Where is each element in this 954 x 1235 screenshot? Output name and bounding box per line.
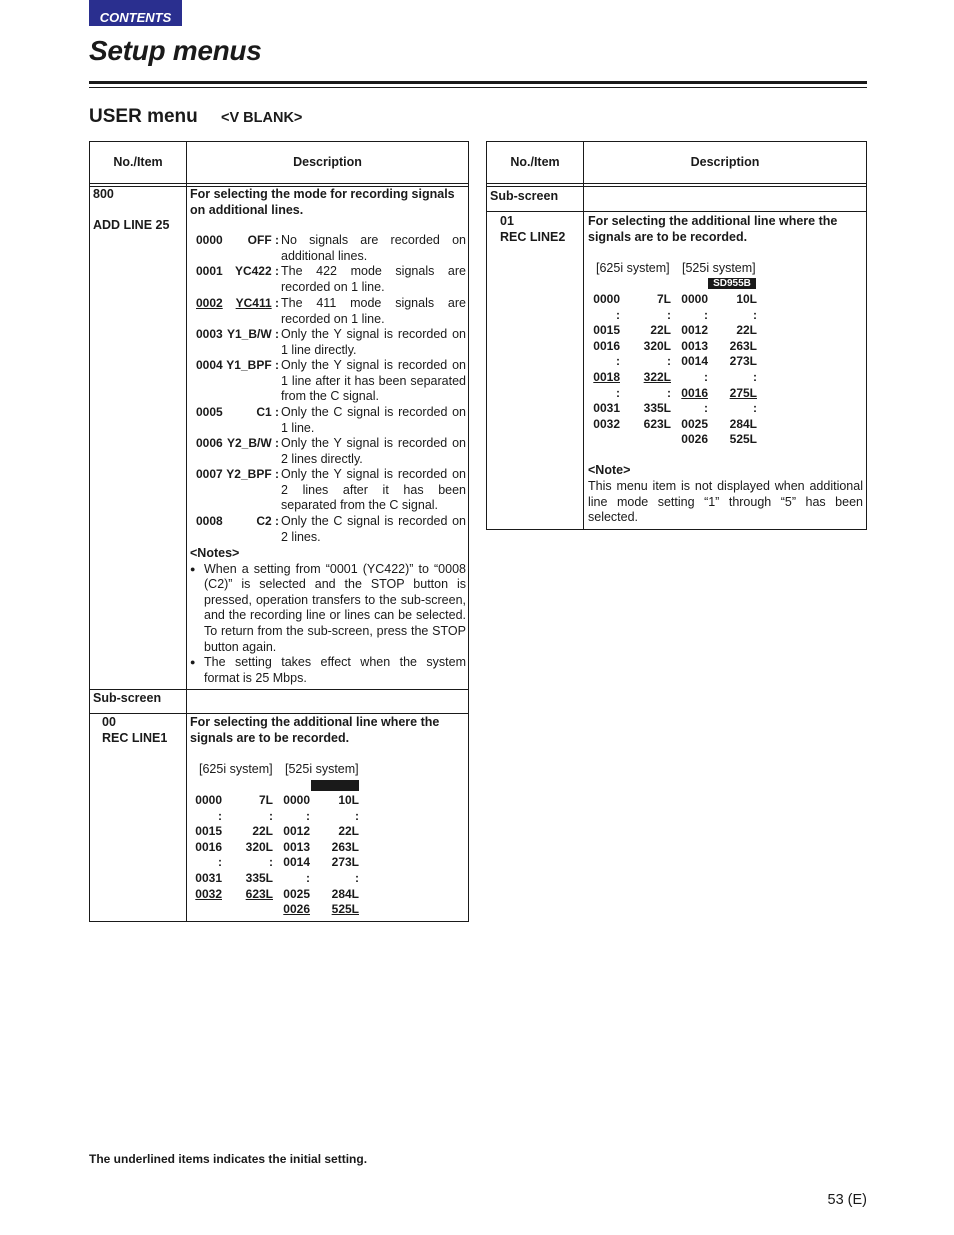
line-code-c625: : (616, 354, 620, 369)
line-code-c625: 0015 (195, 824, 222, 839)
line-number-c625: 335L (643, 401, 671, 416)
notes-label: <Notes> (190, 546, 240, 560)
line-code-c625: : (616, 307, 620, 322)
line-number-c525: 22L (338, 824, 359, 839)
option-name: C2 : (256, 514, 279, 528)
sub-item-name: REC LINE2 (500, 230, 566, 244)
option-code: 0006 (196, 436, 223, 450)
line-code-c525: : (306, 871, 310, 885)
line-code-c625: 0016 (593, 338, 620, 353)
item-name: ADD LINE 25 (93, 218, 170, 232)
option-description: No signals are recorded on additional lines. (281, 233, 466, 263)
contents-link-label: CONTENTS (99, 10, 172, 25)
subscreen-label: Sub-screen (490, 189, 559, 203)
header-description: Description (293, 155, 362, 169)
line-number-c525: 22L (736, 323, 757, 338)
note-item: ● The setting takes effect when the system format is 25 Mbps. (190, 655, 466, 686)
option-code: 0002 (196, 296, 223, 310)
note-label: <Note> (588, 463, 631, 477)
sub-item-intro: For selecting the additional line where the signals are to be recorded. (588, 214, 838, 244)
option-name: Y1_BPF : (226, 358, 279, 372)
option-name-text: YC422 (234, 264, 272, 278)
line-number-c625: 7L (258, 793, 273, 807)
line-code-c525: 0025 (681, 416, 708, 431)
line-number-c525: 273L (331, 855, 359, 870)
option-description: Only the C signal is recorded on 2 lines. (281, 514, 466, 544)
option-row (192, 467, 466, 514)
line-number-c525: 273L (729, 354, 757, 369)
note-text: This menu item is not displayed when additional line mode setting “1” through “5” has been selected. (588, 479, 863, 525)
line-code-c525: 0014 (681, 354, 708, 369)
line-code-c525: 0012 (283, 824, 310, 839)
system-525-label: [525i system] (682, 261, 756, 275)
option-name: YC411 : (235, 296, 279, 310)
line-code-c525: 0000 (681, 292, 708, 306)
option-row (192, 296, 466, 327)
column-divider (186, 142, 187, 921)
line-number-c525: 263L (331, 839, 359, 854)
line-code-c525: 0012 (681, 323, 708, 338)
option-name: Y2_B/W : (226, 436, 279, 450)
footer-note: The underlined items indicates the initial setting. (89, 1152, 368, 1166)
line-number-c525: : (753, 370, 757, 384)
system-525-label: [525i system] (285, 762, 359, 776)
line-code-c525: : (306, 808, 310, 823)
line-code-c525: 0013 (681, 338, 708, 353)
item-number: 800 (93, 187, 114, 201)
option-name: YC422 : (234, 264, 279, 278)
option-description: Only the Y signal is recorded on 2 lines directly. (281, 436, 466, 466)
line-number-c525: : (753, 307, 757, 322)
notes-block (190, 546, 466, 686)
option-row (192, 436, 466, 467)
left-table (89, 141, 469, 922)
line-number-c625: 22L (252, 824, 273, 839)
subscreen-label: Sub-screen (93, 691, 162, 705)
line-code-c625: 0000 (195, 793, 222, 807)
option-name: Y2_BPF : (226, 467, 279, 481)
contents-link[interactable] (89, 0, 182, 26)
option-row (192, 514, 466, 545)
line-number-c625: 320L (643, 338, 671, 353)
line-code-c525: 0016 (681, 385, 708, 400)
option-name-text: Y1_B/W (226, 327, 272, 341)
line-code-c625: 0032 (593, 416, 620, 431)
model-badge (311, 780, 359, 791)
line-number-c625: : (269, 855, 273, 870)
sub-item-number: 00 (102, 715, 116, 729)
option-row (192, 358, 466, 405)
line-number-c625: 623L (245, 886, 273, 901)
option-code: 0001 (196, 264, 223, 278)
option-row (192, 405, 466, 436)
line-code-c525: 0000 (283, 793, 310, 807)
line-number-c525: 263L (729, 338, 757, 353)
line-code-c525: 0026 (681, 432, 708, 447)
option-description: The 422 mode signals are recorded on 1 line. (281, 264, 466, 294)
option-description: The 411 mode signals are recorded on 1 line. (281, 296, 466, 326)
line-number-c525: 525L (729, 432, 757, 447)
line-code-c625: 0015 (593, 323, 620, 338)
line-number-c525: : (753, 401, 757, 416)
line-number-c625: : (269, 808, 273, 823)
header-rule-double (487, 186, 866, 187)
line-number-c525: 275L (729, 385, 757, 400)
line-code-c625: : (616, 385, 620, 400)
option-description: Only the Y signal is recorded on 1 line after it has been separated from the C signal. (281, 358, 466, 404)
line-number-c625: : (667, 385, 671, 400)
line-code-c625: : (218, 808, 222, 823)
option-code: 0000 (196, 233, 223, 247)
option-name: Y1_B/W : (226, 327, 279, 341)
line-code-c625: 0031 (593, 401, 620, 416)
page-number: 53 (E) (827, 1192, 867, 1208)
option-row (192, 327, 466, 358)
option-code: 0005 (196, 405, 223, 419)
option-name-text: C2 (256, 514, 272, 528)
option-name: OFF : (247, 233, 279, 247)
line-code-c625: 0018 (593, 370, 620, 384)
option-name: C1 : (256, 405, 279, 419)
section-subtitle: <V BLANK> (221, 110, 303, 126)
line-code-c625: 0032 (195, 886, 222, 901)
line-number-c625: 22L (650, 323, 671, 338)
line-number-c525: 525L (331, 902, 359, 917)
option-description: Only the C signal is recorded on 1 line. (281, 405, 466, 435)
option-code: 0008 (196, 514, 223, 528)
option-name-text: Y1_BPF (226, 358, 272, 372)
line-number-c525: 10L (736, 292, 757, 306)
row-divider (487, 211, 866, 212)
header-description: Description (690, 155, 760, 169)
column-divider (583, 142, 584, 529)
line-code-c525: 0025 (283, 886, 310, 901)
title-rule-thick (89, 81, 867, 84)
option-row (192, 233, 466, 264)
sub-item-intro: For selecting the additional line where the signals are to be recorded. (190, 715, 440, 745)
item-intro: For selecting the mode for recording signals on additional lines. (190, 187, 455, 217)
line-code-c625: : (218, 855, 222, 870)
line-number-c525: 284L (331, 886, 359, 901)
line-number-c625: 7L (656, 292, 671, 306)
line-number-c525: 284L (729, 416, 757, 431)
option-code: 0004 (196, 358, 223, 372)
row-divider (90, 689, 468, 690)
option-row (192, 264, 466, 295)
system-625-label: [625i system] (199, 762, 273, 776)
option-name-text: Y2_B/W (226, 436, 272, 450)
system-625-label: [625i system] (596, 261, 670, 275)
header-rule (487, 183, 866, 184)
line-number-c625: 320L (245, 839, 273, 854)
section-title: USER menu (89, 106, 198, 127)
line-code-c625: 0031 (195, 871, 222, 885)
line-number-c525: : (355, 808, 359, 823)
option-name-text: Y2_BPF (226, 467, 272, 481)
title-rule-thin (89, 87, 867, 88)
page-title: Setup menus (89, 35, 262, 66)
option-code: 0003 (196, 327, 223, 341)
option-description: Only the Y signal is recorded on 1 line directly. (281, 327, 466, 357)
note-item: ● When a setting from “0001 (YC422)” to “0008 (C2)” is selected and the STOP button is pressed, operation transfers to the sub-screen, and the recording line or lines can be selected. To return from the sub-screen, press the STOP button again. (190, 562, 466, 656)
line-code-c525: 0013 (283, 839, 310, 854)
line-number-c625: 335L (245, 871, 273, 885)
header-no-item: No./Item (113, 155, 163, 169)
option-name-text: OFF (247, 233, 272, 247)
right-table (486, 141, 867, 530)
option-code: 0007 (196, 467, 223, 481)
header-rule (90, 183, 468, 184)
line-code-c525: 0014 (283, 855, 310, 870)
header-no-item: No./Item (510, 155, 560, 169)
model-badge: SD955B (708, 278, 756, 289)
line-number-c525: : (355, 871, 359, 885)
line-number-c625: : (667, 354, 671, 369)
line-code-c625: 0000 (593, 292, 620, 306)
option-name-text: C1 (256, 405, 272, 419)
line-code-c525: : (704, 307, 708, 322)
line-code-c625: 0016 (195, 839, 222, 854)
sub-item-name: REC LINE1 (102, 731, 168, 745)
option-description: Only the Y signal is recorded on 2 lines after it has been separated from the C signal. (281, 467, 466, 513)
line-code-c525: : (704, 370, 708, 384)
line-code-c525: : (704, 401, 708, 416)
line-number-c625: 322L (643, 370, 671, 384)
line-number-c625: : (667, 307, 671, 322)
line-number-c625: 623L (643, 416, 671, 431)
line-code-c525: 0026 (283, 902, 310, 917)
line-number-c525: 10L (338, 793, 359, 807)
option-name-text: YC411 (235, 296, 272, 310)
row-divider (90, 713, 468, 714)
sub-item-number: 01 (500, 214, 514, 228)
